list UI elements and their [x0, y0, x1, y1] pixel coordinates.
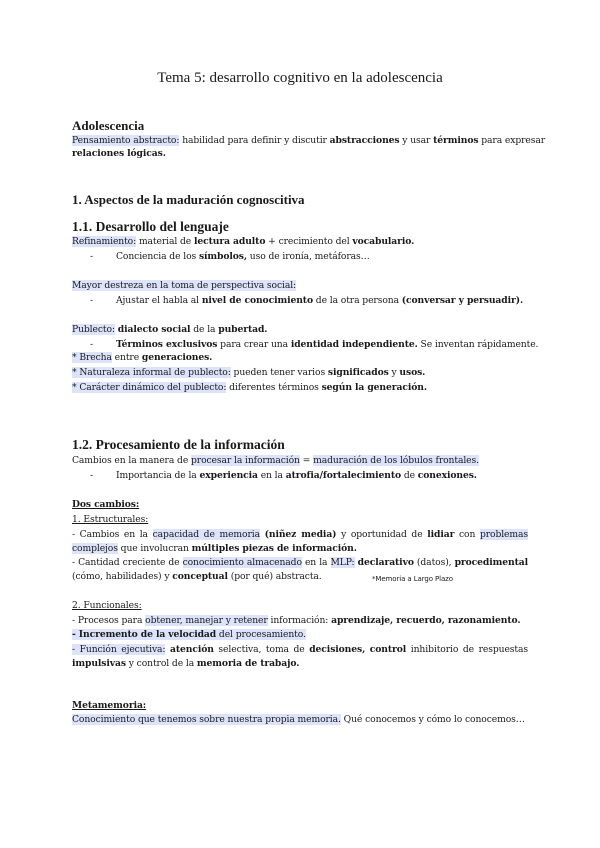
dash-bullet: - — [90, 251, 94, 262]
bold-term: procedimental — [454, 557, 528, 568]
text: material de — [136, 236, 194, 247]
text: entre — [111, 352, 142, 363]
bold-term: atención — [170, 644, 214, 655]
bold-term: vocabulario. — [352, 236, 415, 247]
highlighted-term: Conocimiento que tenemos sobre nuestra propia memoria. — [72, 714, 341, 725]
paragraph-line — [72, 543, 357, 555]
paragraph-line — [72, 455, 479, 467]
text: Conciencia de los — [116, 251, 199, 262]
text: diferentes términos — [226, 382, 322, 393]
bold-term: decisiones, — [309, 644, 366, 655]
text: y control de la — [125, 658, 197, 669]
bold-term: memoria de trabajo. — [196, 658, 300, 669]
bold-term: conexiones. — [417, 470, 477, 481]
heading-section-1-2: 1.2. Procesamiento de la información — [72, 437, 285, 452]
paragraph-line — [72, 714, 525, 726]
text: selectiva, toma de — [213, 644, 310, 655]
bold-term: pubertad. — [218, 324, 268, 335]
subheading-dos-cambios: Dos cambios: — [72, 499, 140, 510]
text: de — [401, 470, 418, 481]
bold-term: experiencia — [199, 470, 258, 481]
bullet-line — [90, 295, 523, 307]
subheading-estructurales: 1. Estructurales: — [72, 514, 149, 525]
highlighted-term: * Carácter dinámico del publecto: — [72, 382, 227, 393]
dash-bullet: - — [90, 470, 94, 481]
paragraph-line — [72, 352, 212, 364]
text: - Cambios en la — [72, 529, 153, 540]
text: con — [454, 529, 480, 540]
bold-term: términos — [433, 135, 479, 146]
footnote-mlp: *Memoria a Largo Plazo — [372, 575, 453, 583]
text: Ajustar el habla al — [116, 295, 202, 306]
paragraph-line — [72, 557, 528, 569]
text: (cómo, habilidades) y — [72, 571, 173, 582]
paragraph-line — [72, 629, 306, 641]
bold-term: lidiar — [427, 529, 455, 540]
text: de la — [190, 324, 219, 335]
paragraph-line — [72, 367, 425, 379]
text: en la — [257, 470, 286, 481]
bold-term: control — [369, 644, 407, 655]
paragraph-line — [72, 280, 296, 292]
highlighted-term: * Naturaleza informal de publecto: — [72, 367, 231, 378]
text: para crear una — [217, 339, 291, 350]
bold-term: generaciones. — [141, 352, 213, 363]
bold-term: conceptual — [172, 571, 228, 582]
subheading-funcionales: 2. Funcionales: — [72, 600, 142, 611]
bullet-line — [90, 339, 538, 351]
highlighted-term: del procesamiento. — [216, 629, 306, 640]
bold-term: (conversar y persuadir). — [401, 295, 524, 306]
text: Cambios en la manera de — [72, 455, 191, 466]
text: Qué conocemos y cómo lo conocemos… — [340, 714, 525, 725]
dash-bullet: - — [90, 339, 94, 350]
highlighted-term: complejos — [72, 543, 118, 554]
text: (por qué) abstracta. — [227, 571, 322, 582]
paragraph-line — [72, 571, 322, 583]
bold-term: declarativo — [357, 557, 414, 568]
text: que involucran — [117, 543, 192, 554]
text: Importancia de la — [116, 470, 200, 481]
text: (datos), — [413, 557, 455, 568]
text: - Procesos para — [72, 615, 146, 626]
bold-term: abstracciones — [329, 135, 400, 146]
text: inhibitorio de respuestas — [406, 644, 528, 655]
text: = — [299, 455, 314, 466]
highlighted-term: maduración de los lóbulos frontales. — [313, 455, 479, 466]
highlighted-term: Publecto: — [72, 324, 115, 335]
text: Se inventan rápidamente. — [417, 339, 539, 350]
highlighted-term: Pensamiento abstracto: — [72, 135, 180, 146]
bold-term: según la generación. — [321, 382, 427, 393]
text: pueden tener varios — [230, 367, 328, 378]
bold-term: aprendizaje, recuerdo, razonamiento. — [331, 615, 521, 626]
highlighted-term: MLP: — [330, 557, 355, 568]
bold-term: (niñez media) — [264, 529, 337, 540]
text: y — [388, 367, 400, 378]
text: - Cantidad creciente de — [72, 557, 183, 568]
text: + crecimiento del — [265, 236, 353, 247]
highlighted-term: obtener, manejar y retener — [145, 615, 268, 626]
bold-term: nivel de conocimiento — [201, 295, 313, 306]
text: de la otra persona — [312, 295, 402, 306]
highlighted-term: conocimiento almacenado — [182, 557, 302, 568]
bold-term: múltiples piezas de información. — [191, 543, 357, 554]
highlighted-term: Mayor destreza en la toma de perspectiva social: — [72, 280, 297, 291]
bold-term: Términos exclusivos — [116, 339, 218, 350]
highlighted-term: procesar la información — [191, 455, 300, 466]
highlighted-term: Refinamiento: — [72, 236, 137, 247]
highlighted-term: - Incremento de la velocidad — [72, 629, 217, 640]
text: para expresar — [478, 135, 546, 146]
heading-section-1-1: 1.1. Desarrollo del lenguaje — [72, 219, 229, 234]
text: información: — [267, 615, 332, 626]
text: y oportunidad de — [336, 529, 428, 540]
bold-term: impulsivas — [72, 658, 126, 669]
bullet-line — [90, 251, 370, 263]
bold-term: significados — [327, 367, 389, 378]
bold-term: lectura adulto — [193, 236, 266, 247]
bold-term: identidad independiente. — [290, 339, 418, 350]
highlighted-term: capacidad de memoria — [152, 529, 260, 540]
paragraph-line — [72, 658, 299, 670]
bold-term: usos. — [399, 367, 426, 378]
paragraph-line — [72, 644, 528, 656]
paragraph-line — [72, 148, 166, 160]
text: uso de ironía, metáforas… — [246, 251, 370, 262]
heading-section-1: 1. Aspectos de la maduración cognoscitiva — [72, 192, 305, 207]
text: en la — [301, 557, 331, 568]
paragraph-line — [72, 615, 520, 627]
bold-term: atrofia/fortalecimiento — [285, 470, 401, 481]
subheading-metamemoria: Metamemoria: — [72, 700, 147, 711]
bold-term: dialecto social — [117, 324, 191, 335]
heading-adolescencia: Adolescencia — [72, 118, 145, 133]
highlighted-term: * Brecha — [72, 352, 112, 363]
bold-term: símbolos, — [198, 251, 247, 262]
highlighted-term: problemas — [479, 529, 529, 540]
text: y usar — [399, 135, 434, 146]
text: habilidad para definir y discutir — [179, 135, 330, 146]
paragraph-line — [72, 324, 267, 336]
dash-bullet: - — [90, 295, 94, 306]
bullet-line — [90, 470, 477, 482]
bold-term: relaciones lógicas. — [72, 148, 166, 159]
paragraph-line — [72, 382, 427, 394]
paragraph-line — [72, 135, 545, 147]
document-title: Tema 5: desarrollo cognitivo en la adolescencia — [157, 70, 443, 86]
highlighted-term: - Función ejecutiva: — [72, 644, 166, 655]
paragraph-line — [72, 529, 528, 541]
paragraph-line — [72, 236, 414, 248]
